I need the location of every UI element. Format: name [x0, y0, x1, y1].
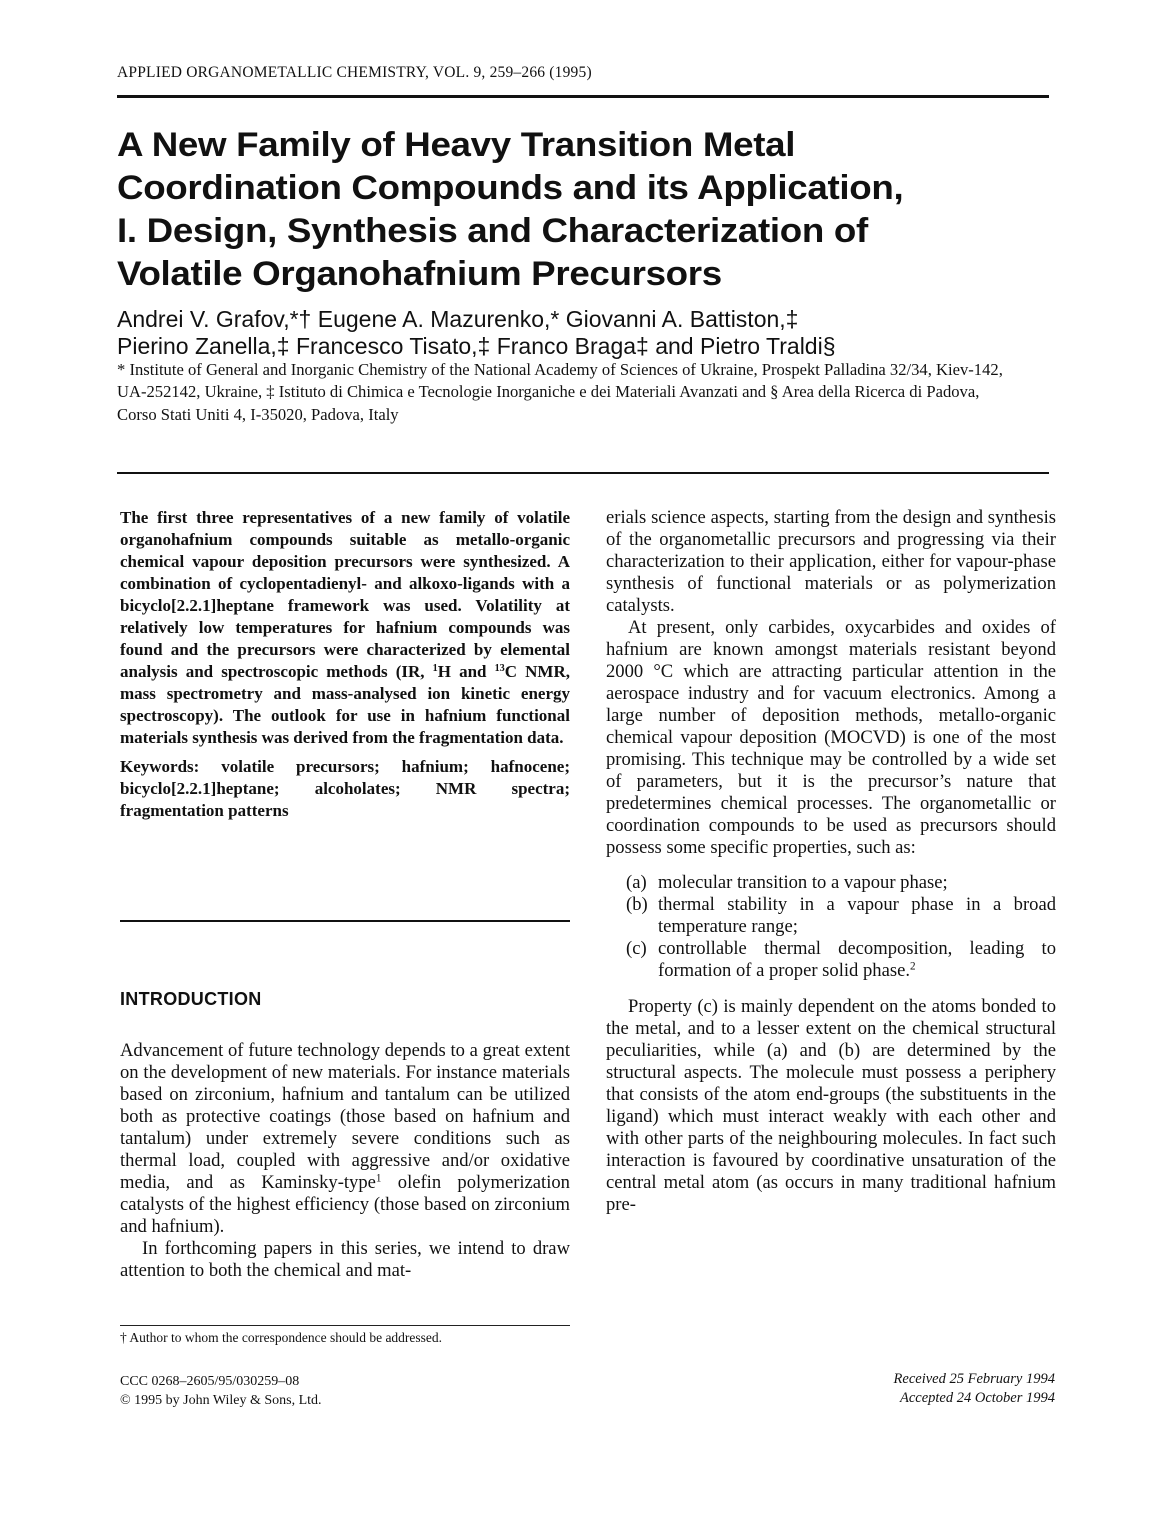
property-list — [626, 872, 1056, 982]
abstract-text-part: H and — [437, 662, 495, 681]
paragraph-text: Advancement of future technology depends to a great extent on the development of new materials. For instance materials based on zirconium, hafnium and tantalum can be utilized both as protective coatings (those based on hafnium and tantalum) under extremely severe conditions such as thermal load, coupled with aggressive and/or oxidative media, and as Kaminsky-type — [120, 1040, 570, 1193]
author-line: Pierino Zanella,‡ Francesco Tisato,‡ Franco Braga‡ and Pietro Traldi§ — [117, 333, 836, 359]
reference-superscript: 1 — [375, 1172, 382, 1185]
list-label: (a) — [626, 872, 647, 893]
list-text-wrap — [658, 938, 1056, 982]
title-line: A New Family of Heavy Transition Metal — [117, 126, 796, 164]
list-text: thermal stability in a vapour phase in a broad temperature range; — [658, 894, 1056, 937]
superscript: 1 — [432, 662, 438, 674]
list-item — [626, 894, 1056, 938]
section-rule — [117, 472, 1049, 474]
abstract-rule — [120, 920, 570, 922]
abstract — [120, 507, 570, 822]
keywords: Keywords: volatile precursors; hafnium; hafnocene; bicyclo[2.2.1]heptane; alcoholates; NMR spectra; fragmentation patterns — [120, 757, 570, 820]
introduction-body — [120, 1040, 570, 1282]
publisher-info — [120, 1372, 322, 1410]
footnote: † Author to whom the correspondence should be addressed. — [120, 1330, 443, 1345]
author-list — [117, 306, 1047, 360]
header-rule — [117, 95, 1049, 98]
abstract-text — [120, 507, 570, 749]
paragraph: erials science aspects, starting from the design and synthesis of the organometallic precursors and progressing via their characterization to their application, either for vapour-phase synthesis of functional materials or as polymerization catalysts. — [606, 507, 1056, 616]
list-label: (b) — [626, 894, 648, 915]
footnote-rule — [120, 1325, 570, 1326]
list-item — [626, 872, 1056, 894]
reference-superscript: 2 — [909, 960, 916, 973]
accepted-date: Accepted 24 October 1994 — [899, 1390, 1055, 1406]
title-line: Coordination Compounds and its Application, — [117, 169, 904, 207]
article-title — [117, 124, 1121, 296]
abstract-text-part: C NMR, mass spectrometry and mass-analysed ion kinetic energy spectroscopy). The outlook for use in hafnium functional materials synthesis was derived from the fragmentation data. — [120, 662, 570, 747]
author-line: Andrei V. Grafov,*† Eugene A. Mazurenko,* Giovanni A. Battiston,‡ — [117, 306, 799, 332]
received-dates — [894, 1370, 1055, 1408]
copyright: © 1995 by John Wiley & Sons, Ltd. — [120, 1393, 322, 1408]
running-head: APPLIED ORGANOMETALLIC CHEMISTRY, VOL. 9, 259–266 (1995) — [117, 64, 592, 81]
paragraph: At present, only carbides, oxycarbides and oxides of hafnium are known amongst materials resistant beyond 2000 °C which are attracting particular attention in the aerospace industry and for vacuum electronics. Among a large number of deposition methods, metallo-organic chemical vapour deposition (MOCVD) is one of the most promising. This technique may be controlled by a wide set of parameters, but it is the precursor’s nature that predetermines chemical processes. The organometallic or coordination compounds to be used as precursors should possess some specific properties, such as: — [606, 617, 1056, 858]
affiliations: * Institute of General and Inorganic Chemistry of the National Academy of Sciences of Ukraine, Prospekt Palladina 32/34, Kiev-142, UA-252142, Ukraine, ‡ Istituto di Chimica e Tecnologie Inorganiche e dei Materiali Avanzati and § Area della Ricerca di Padova, Corso Stati Uniti 4, I-35020, Padova, Italy — [117, 360, 1003, 424]
title-line: Volatile Organohafnium Precursors — [117, 255, 722, 293]
right-column — [606, 507, 1056, 1216]
ccc-code: CCC 0268–2605/95/030259–08 — [120, 1374, 300, 1389]
superscript: 13 — [494, 662, 505, 674]
section-heading-introduction: INTRODUCTION — [120, 989, 262, 1009]
title-line: I. Design, Synthesis and Characterization of — [117, 212, 868, 250]
list-label: (c) — [626, 938, 647, 959]
received-date: Received 25 February 1994 — [893, 1371, 1055, 1387]
abstract-text-part: The first three representatives of a new family of volatile organohafnium compounds suitable as metallo-organic chemical vapour deposition precursors were synthesized. A combination of cyclopentadienyl- and alkoxo-ligands with a bicyclo[2.2.1]heptane framework was used. Volatility at relatively low temperatures for hafnium compounds was found and the precursors were characterized by elemental analysis and spectroscopic methods (IR, — [120, 508, 570, 681]
paragraph — [120, 1040, 570, 1238]
paragraph: In forthcoming papers in this series, we intend to draw attention to both the chemical and mat- — [120, 1238, 570, 1281]
paragraph-text: olefin polymerization catalysts of the highest efficiency (those based on zirconium and hafnium). — [120, 1172, 570, 1237]
list-text: molecular transition to a vapour phase; — [658, 872, 948, 893]
list-item — [626, 938, 1056, 982]
paragraph: Property (c) is mainly dependent on the atoms bonded to the metal, and to a lesser extent on the chemical structural peculiarities, while (a) and (b) are determined by the structural aspects. The molecule must possess a periphery that consists of the atom end-groups (the substituents in the ligand) which must interact weakly with each other and with other parts of the neighbouring molecules. In fact such interaction is favoured by coordinative unsaturation of the central metal atom (as occurs in many traditional hafnium pre- — [606, 996, 1056, 1215]
list-text: controllable thermal decomposition, leading to formation of a proper solid phase. — [658, 938, 1056, 981]
